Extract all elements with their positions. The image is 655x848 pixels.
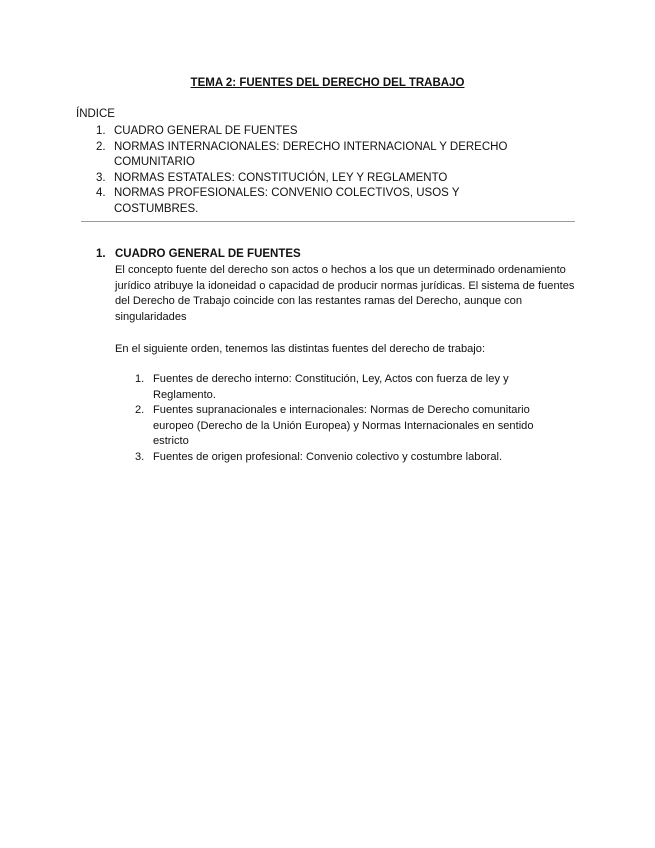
index-item-number: 4. (96, 187, 106, 199)
section-paragraph-definition: El concepto fuente del derecho son actos o hechos a los que un determinado ordenamiento jurídico atribuye la idoneidad o capacidad de producir normas jurídicas. El sistema de fuentes del Derecho de Trabajo coincide con las restantes ramas del Derecho, aunque con singularidades (115, 264, 575, 323)
section-paragraph-intro: En el siguiente orden, tenemos las distintas fuentes del derecho de trabajo: (115, 343, 486, 355)
index-item-number: 1. (96, 125, 106, 137)
sources-list (115, 372, 535, 466)
horizontal-divider (81, 221, 575, 222)
index-item-number: 3. (96, 171, 106, 184)
index-item-text: NORMAS INTERNACIONALES: DERECHO INTERNACIONAL Y DERECHO COMUNITARIO (114, 140, 508, 168)
index-item (76, 171, 546, 187)
index-list (76, 124, 546, 217)
index-item (76, 124, 546, 140)
index-label: ÍNDICE (76, 108, 115, 120)
index-item-text: NORMAS PROFESIONALES: CONVENIO COLECTIVOS, USOS Y COSTUMBRES. (114, 187, 460, 215)
section-heading-text: CUADRO GENERAL DE FUENTES (115, 248, 301, 260)
index-item-number: 2. (96, 140, 106, 153)
index-item-text: NORMAS ESTATALES: CONSTITUCIÓN, LEY Y REGLAMENTO (114, 171, 448, 184)
index-item (76, 140, 546, 171)
source-item-number: 2. (135, 404, 145, 417)
source-item-number: 3. (135, 450, 145, 463)
source-item-text: Fuentes de origen profesional: Convenio colectivo y costumbre laboral. (153, 450, 503, 463)
index-item-text: CUADRO GENERAL DE FUENTES (114, 125, 298, 137)
index-item (76, 186, 546, 217)
source-item-text: Fuentes supranacionales e internacionales: Normas de Derecho comunitario europeo (Derecho de la Unión Europea) y Normas Internacionales en sentido estricto (153, 404, 534, 448)
section-heading (96, 248, 301, 260)
source-item-text: Fuentes de derecho interno: Constitución, Ley, Actos con fuerza de ley y Reglamento. (153, 373, 509, 401)
section-number: 1. (96, 248, 106, 260)
document-title: TEMA 2: FUENTES DEL DERECHO DEL TRABAJO (190, 77, 465, 89)
source-item (115, 450, 535, 466)
source-item-number: 1. (135, 373, 145, 385)
source-item (115, 372, 535, 403)
source-item (115, 403, 535, 450)
